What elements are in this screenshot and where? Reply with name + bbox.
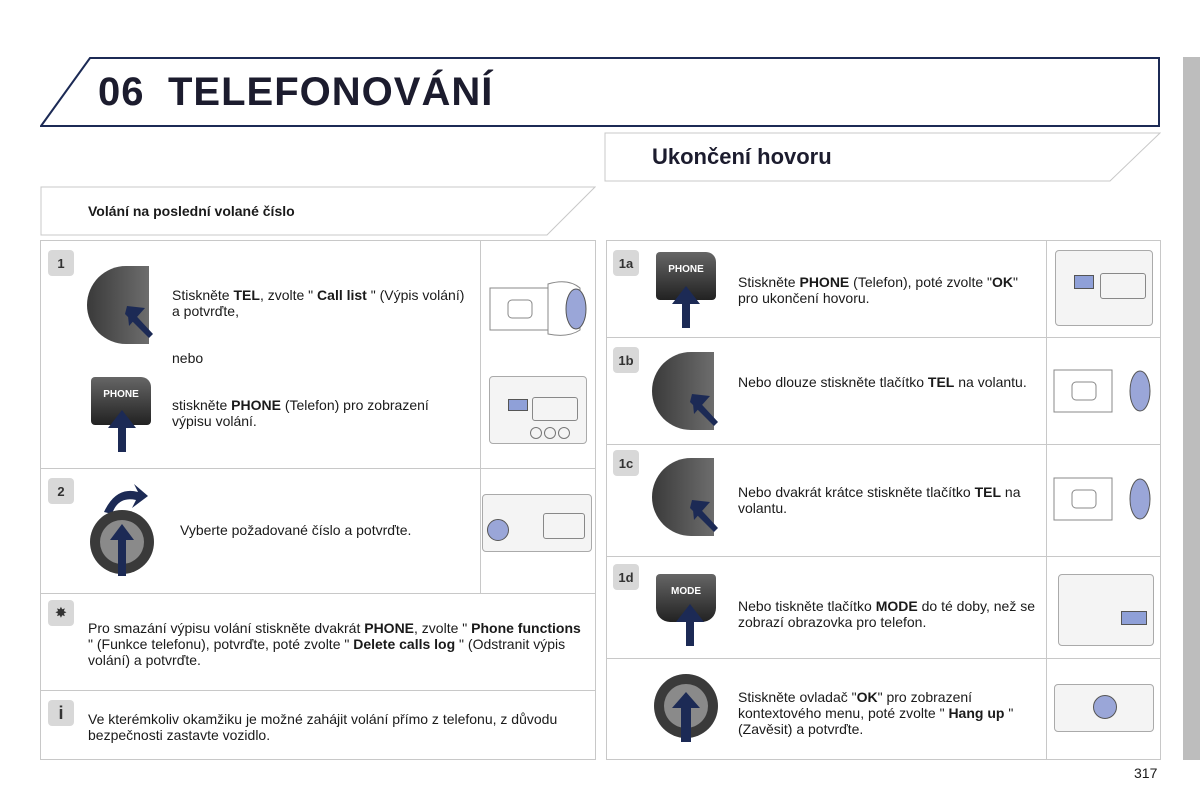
divider bbox=[41, 468, 595, 469]
info-text: Ve kterémkoliv okamžiku je možné zahájit volání přímo z telefonu, z důvodu bezpečnosti zastavte vozidlo. bbox=[88, 711, 558, 743]
divider bbox=[41, 690, 595, 691]
step1a-text: Stiskněte PHONE (Telefon), poté zvolte "OK" pro ukončení hovoru. bbox=[738, 274, 1018, 306]
rotary-knob-image bbox=[652, 668, 722, 744]
step1d-text: Nebo tiskněte tlačítko MODE do té doby, než se zobrazí obrazovka pro telefon. bbox=[738, 598, 1036, 630]
tip-icon: ✸ bbox=[48, 600, 74, 626]
steering-tel-control-image bbox=[87, 266, 149, 344]
divider bbox=[607, 556, 1160, 557]
steering-stalk-diagram bbox=[1052, 360, 1152, 422]
info-icon: i bbox=[48, 700, 74, 726]
step1b-text: Nebo dlouze stiskněte tlačítko TEL na volantu. bbox=[738, 374, 1027, 390]
step1e-text: Stiskněte ovladač "OK" pro zobrazení kontextového menu, poté zvolte " Hang up " (Zavěsit) a potvrďte. bbox=[738, 689, 1014, 737]
phone-button-image: PHONE bbox=[91, 377, 151, 425]
step1-text: Stiskněte TEL, zvolte " Call list " (Výpis volání) a potvrďte, bbox=[172, 287, 465, 319]
chapter-number: 06 bbox=[98, 70, 145, 114]
divider bbox=[607, 444, 1160, 445]
up-arrow-icon bbox=[672, 286, 700, 328]
up-arrow-icon bbox=[108, 410, 136, 452]
phone-button-image: PHONE bbox=[656, 252, 716, 300]
rotary-knob-image bbox=[88, 482, 158, 578]
radio-knob-diagram bbox=[482, 494, 592, 552]
page-number: 317 bbox=[1134, 765, 1158, 781]
radio-mode-diagram bbox=[1058, 574, 1154, 646]
step1c-text: Nebo dvakrát krátce stiskněte tlačítko TEL na volantu. bbox=[738, 484, 1021, 516]
left-image-column-divider bbox=[480, 241, 481, 593]
radio-panel-diagram bbox=[489, 376, 587, 444]
steering-stalk-diagram bbox=[1052, 468, 1152, 530]
right-image-column-divider bbox=[1046, 241, 1047, 759]
step-badge: 1c bbox=[613, 450, 639, 476]
up-arrow-icon bbox=[676, 604, 704, 646]
step-badge: 1a bbox=[613, 250, 639, 276]
divider bbox=[607, 658, 1160, 659]
steering-tel-control-image bbox=[652, 352, 714, 430]
step-badge: 1d bbox=[613, 564, 639, 590]
or-text: nebo bbox=[172, 350, 204, 366]
chapter-title: TELEFONOVÁNÍ bbox=[168, 70, 494, 114]
steering-stalk-diagram bbox=[488, 278, 588, 340]
step-badge: 1b bbox=[613, 347, 639, 373]
step1-alt-text: stiskněte PHONE (Telefon) pro zobrazení výpisu volání. bbox=[172, 397, 429, 429]
tip-text: Pro smazání výpisu volání stiskněte dvakrát PHONE, zvolte " Phone functions " (Funkce telefonu), potvrďte, poté zvolte " Delete calls log " (Odstranit výpis volání) a potvrďte. bbox=[88, 620, 581, 668]
mode-button-image: MODE bbox=[656, 574, 716, 622]
step2-text: Vyberte požadované číslo a potvrďte. bbox=[180, 522, 412, 538]
divider bbox=[607, 337, 1160, 338]
steering-tel-control-image bbox=[652, 458, 714, 536]
step-badge: 2 bbox=[48, 478, 74, 504]
radio-ok-diagram bbox=[1054, 684, 1154, 732]
section-title: Ukončení hovoru bbox=[652, 144, 832, 169]
divider bbox=[41, 593, 595, 594]
chapter-side-tab bbox=[1183, 57, 1200, 760]
step-badge: 1 bbox=[48, 250, 74, 276]
radio-panel-diagram bbox=[1055, 250, 1153, 326]
subtitle: Volání na poslední volané číslo bbox=[88, 203, 295, 219]
